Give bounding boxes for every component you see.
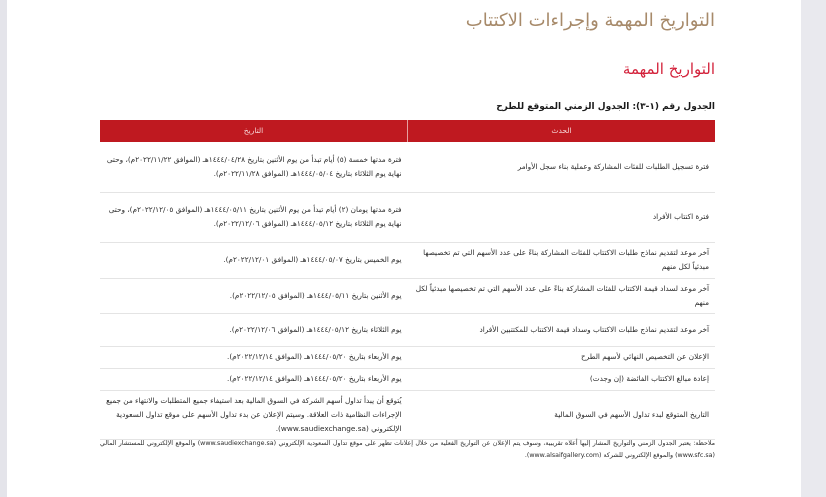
event-cell: فترة تسجيل الطلبات للفئات المشاركة وعملية بناء سجل الأوامر: [408, 142, 716, 192]
table-row: [100, 242, 715, 278]
event-cell: فترة اكتتاب الأفراد: [408, 192, 716, 242]
event-cell: آخر موعد لتقديم نماذج طلبات الاكتتاب للفئات المشاركة بناءً على عدد الأسهم التي تم تخصيصها مبدئياً لكل منهم: [408, 242, 716, 278]
table-header-row: [100, 120, 715, 142]
event-cell: آخر موعد لسداد قيمة الاكتتاب للفئات المشاركة بناءً على عدد الأسهم التي تم تخصيصها مبدئياً لكل منهم: [408, 278, 716, 313]
section-title: التواريخ المهمة وإجراءات الاكتتاب: [465, 10, 715, 31]
footnote: ملاحظة: يعتبر الجدول الزمني والتواريخ المشار إليها أعلاه تقريبية، وسوف يتم الإعلان عن التواريخ الفعلية من خلال إعلانات تظهر على موقع تداول السعودية الإلكتروني (www.saudiexchange.sa) والموقع الإلكتروني للمستشار المالي (www.sfc.sa) والموقع الإلكتروني للشركة (www.alsaifgallery.com).: [100, 440, 715, 459]
date-cell: يوم الخميس بتاريخ ١٤٤٤/٠٥/٠٧هـ (الموافق ٢٠٢٢/١٢/٠١م).: [100, 242, 408, 278]
table-row: [100, 368, 715, 390]
date-cell: فترة مدتها خمسة (٥) أيام تبدأ من يوم الأثنين بتاريخ ١٤٤٤/٠٤/٢٨هـ (الموافق ٢٠٢٢/١١/٢٢م)، وحتى نهاية يوم الثلاثاء بتاريخ ١٤٤٤/٠٥/٠٤هـ (الموافق ٢٠٢٢/١١/٢٨م).: [100, 142, 408, 192]
table-row: [100, 390, 715, 439]
date-cell: يُتوقع أن يبدأ تداول أسهم الشركة في السوق المالية بعد استيفاء جميع المتطلبات والانتهاء من جميع الإجراءات النظامية ذات العلاقة. وسيتم الإعلان عن بدء تداول الأسهم على موقع تداول السعودية الإلكتروني (www.saudiexchange.sa).: [100, 390, 408, 439]
event-cell: إعادة مبالغ الاكتتاب الفائضة (إن وجدت): [408, 368, 716, 390]
sub-title: التواريخ المهمة: [622, 60, 715, 78]
column-header-event: الحدث: [408, 120, 716, 142]
document-page: [7, 0, 801, 497]
table-row: [100, 278, 715, 313]
date-cell: فترة مدتها يومان (٢) أيام تبدأ من يوم الأثنين بتاريخ ١٤٤٤/٠٥/١١هـ (الموافق ٢٠٢٢/١٢/٠٥م)، وحتى نهاية يوم الثلاثاء بتاريخ ١٤٤٤/٠٥/١٢هـ (الموافق ٢٠٢٢/١٢/٠٦م).: [100, 192, 408, 242]
event-cell: الإعلان عن التخصيص النهائي لأسهم الطرح: [408, 346, 716, 368]
event-cell: التاريخ المتوقع لبدء تداول الأسهم في السوق المالية: [408, 390, 716, 439]
date-cell: يوم الثلاثاء بتاريخ ١٤٤٤/٠٥/١٢هـ (الموافق ٢٠٢٢/١٢/٠٦م).: [100, 313, 408, 346]
timeline-table: [100, 120, 715, 440]
table-row: [100, 192, 715, 242]
table-row: [100, 346, 715, 368]
table-row: [100, 142, 715, 192]
table-row: [100, 313, 715, 346]
viewer-left-edge: [0, 0, 7, 497]
date-cell: يوم الأربعاء بتاريخ ١٤٤٤/٠٥/٢٠هـ (الموافق ٢٠٢٢/١٢/١٤م).: [100, 346, 408, 368]
event-cell: آخر موعد لتقديم نماذج طلبات الاكتتاب وسداد قيمة الاكتتاب للمكتتبين الأفراد: [408, 313, 716, 346]
date-cell: يوم الأثنين بتاريخ ١٤٤٤/٠٥/١١هـ (الموافق ٢٠٢٢/١٢/٠٥م).: [100, 278, 408, 313]
date-cell: يوم الأربعاء بتاريخ ١٤٤٤/٠٥/٢٠هـ (الموافق ٢٠٢٢/١٢/١٤م).: [100, 368, 408, 390]
table-caption: الجدول رقم (١-٣): الجدول الزمني المتوقع للطرح: [496, 102, 715, 112]
column-header-date: التاريخ: [100, 120, 408, 142]
viewer-scrollbar-area[interactable]: [801, 0, 826, 497]
